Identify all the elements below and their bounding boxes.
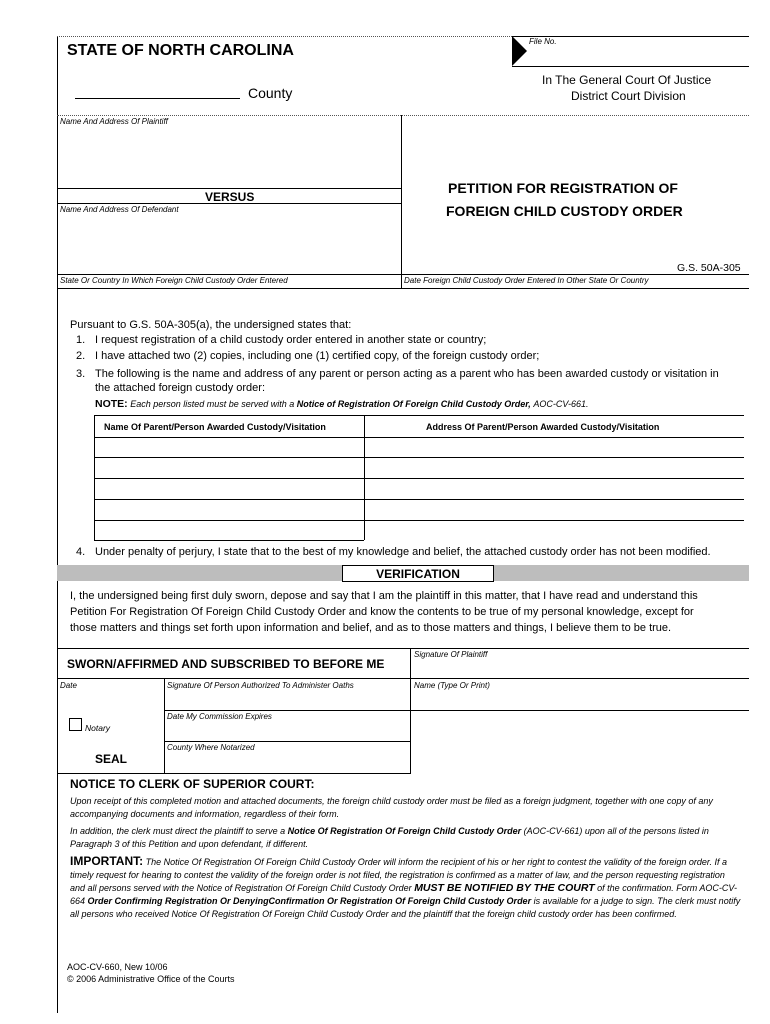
name-print-input[interactable]	[414, 693, 744, 707]
table-row-rule	[94, 540, 364, 541]
county-input[interactable]	[75, 84, 239, 98]
table-row-rule	[94, 499, 744, 500]
important-label: IMPORTANT:	[70, 854, 144, 868]
commission-input[interactable]	[167, 724, 405, 738]
signature-plaintiff-input[interactable]	[414, 662, 744, 676]
item-4-text: Under penalty of perjury, I state that to the best of my knowledge and belief, the attached custody order has not been modified.	[95, 546, 711, 558]
item-3-num: 3.	[76, 368, 86, 380]
county-notarized-input[interactable]	[167, 755, 405, 769]
top-rule-left	[57, 36, 512, 37]
file-no-row-rule	[512, 66, 749, 67]
important-b: MUST BE NOTIFIED BY THE COURT	[414, 882, 595, 894]
versus-rule	[57, 188, 401, 189]
custody-address-input-5[interactable]	[368, 522, 740, 537]
intro-text: Pursuant to G.S. 50A-305(a), the undersigned states that:	[70, 319, 352, 331]
plaintiff-label: Name And Address Of Plaintiff	[60, 117, 168, 126]
item-2-text: I have attached two (2) copies, including one (1) certified copy, of the foreign custody order;	[95, 350, 540, 362]
file-no-label: File No.	[529, 37, 557, 46]
defendant-label: Name And Address Of Defendant	[60, 205, 179, 214]
sworn-bottom-rule	[57, 773, 410, 774]
custody-address-input-4[interactable]	[368, 502, 740, 517]
custody-address-input-2[interactable]	[368, 460, 740, 475]
county-notarized-rule	[164, 741, 410, 742]
state-country-label: State Or Country In Which Foreign Child Custody Order Entered	[60, 276, 288, 285]
verification-line1: I, the undersigned being first duly sworn, depose and say that I am the plaintiff in this matter, that I have read and understand this	[70, 590, 698, 602]
table-row-rule	[94, 437, 744, 438]
custody-name-input-5[interactable]	[98, 522, 360, 537]
table-header-col2: Address Of Parent/Person Awarded Custody/Visitation	[426, 422, 660, 432]
file-no-input[interactable]	[580, 44, 745, 62]
date-divider	[164, 678, 165, 774]
verification-line2: Petition For Registration Of Foreign Child Custody Order and know the contents to be true of my personal knowledge, except for	[70, 606, 694, 618]
important-e: is available for a judge to sign. The clerk must notify all persons who received Notice Of Registration Of Foreign Child Custody Order and the plaintiff that the foreign child custody order has been confirmed.	[70, 896, 741, 919]
signature-plaintiff-label: Signature Of Plaintiff	[414, 650, 488, 659]
name-print-label: Name (Type Or Print)	[414, 681, 490, 690]
custody-table	[94, 415, 744, 540]
item-3-continuation: the attached foreign custody order:	[95, 382, 265, 394]
origin-rule	[57, 274, 749, 275]
copyright: © 2006 Administrative Office of the Courts	[67, 974, 235, 984]
court-line1: In The General Court Of Justice	[542, 73, 712, 87]
state-title: STATE OF NORTH CAROLINA	[67, 42, 294, 59]
sworn-row-rule	[57, 678, 749, 679]
signature-authorized-label: Signature Of Person Authorized To Administer Oaths	[167, 681, 354, 690]
signature-authorized-input[interactable]	[167, 693, 405, 707]
plaintiff-input[interactable]	[60, 128, 400, 188]
item-2-num: 2.	[76, 350, 86, 362]
file-no-arrow-icon	[512, 36, 527, 66]
notice-para2	[70, 825, 742, 851]
important-a: The Notice Of Registration Of Foreign Child Custody Order will inform the recipient of his or her right to contest the validity of the foreign order. If a timely request for hearing to contest the validity of the foreign order is not filed, the registration is confirmed as a matter of law, and the person requesting registration and all persons served with the Notice of Registration Of Foreign Child Custody Order	[70, 857, 728, 893]
commission-rule	[164, 710, 749, 711]
custody-name-input-4[interactable]	[98, 502, 360, 517]
item-3-text: The following is the name and address of any parent or person acting as a parent who has been awarded custody or visitation in	[95, 368, 719, 380]
custody-name-input-2[interactable]	[98, 460, 360, 475]
custody-address-input-1[interactable]	[368, 440, 740, 455]
notary-label: Notary	[85, 723, 111, 733]
court-line2: District Court Division	[571, 89, 686, 103]
date-label: Date	[60, 681, 77, 690]
notary-checkbox[interactable]	[69, 718, 82, 731]
custody-name-input-1[interactable]	[98, 440, 360, 455]
table-outline-top	[94, 415, 744, 416]
versus-label: VERSUS	[205, 190, 255, 204]
note-line	[95, 398, 589, 410]
notice-para2-c: (AOC-CV-661) upon all of the persons listed in Paragraph 3 of this Petition and upon defendant, if different.	[70, 826, 709, 849]
petition-title-line1: PETITION FOR REGISTRATION OF	[448, 180, 678, 196]
important-d: Order Confirming Registration Or DenyingConfirmation Or Registration Of Foreign Child Custody Order	[87, 896, 532, 906]
form-number: AOC-CV-660, New 10/06	[67, 962, 168, 972]
table-row-rule	[94, 520, 744, 521]
defendant-input[interactable]	[60, 216, 400, 274]
table-row-rule	[94, 478, 744, 479]
statute-ref: G.S. 50A-305	[677, 262, 741, 274]
notice-para1: Upon receipt of this completed motion and attached documents, the foreign child custody order must be filed as a foreign judgment, together with one copy of any accompanying documents and information, regardless of their form.	[70, 796, 713, 819]
page-frame-left	[57, 36, 58, 1013]
notice-important	[70, 855, 742, 921]
sworn-top-rule	[57, 648, 749, 649]
commission-label: Date My Commission Expires	[167, 712, 272, 721]
petition-title-line2: FOREIGN CHILD CUSTODY ORDER	[446, 203, 683, 219]
county-notarized-label: County Where Notarized	[167, 743, 255, 752]
item-1-text: I request registration of a child custody order entered in another state or country;	[95, 334, 487, 346]
item-1-num: 1.	[76, 334, 86, 346]
order-date-label: Date Foreign Child Custody Order Entered In Other State Or Country	[404, 276, 649, 285]
note-form: AOC-CV-661.	[533, 399, 589, 409]
notice-para2-b: Notice Of Registration Of Foreign Child Custody Order	[287, 826, 522, 836]
notice-para2-a: In addition, the clerk must direct the plaintiff to serve a	[70, 826, 286, 836]
sworn-divider	[410, 648, 411, 774]
important-c: of the confirmation. Form AOC-CV-664	[70, 883, 738, 906]
custody-name-input-3[interactable]	[98, 481, 360, 496]
county-underline	[75, 98, 240, 99]
notice-heading: NOTICE TO CLERK OF SUPERIOR COURT:	[70, 777, 315, 791]
sworn-heading: SWORN/AFFIRMED AND SUBSCRIBED TO BEFORE ME	[67, 657, 385, 671]
seal-label: SEAL	[95, 752, 128, 766]
verification-heading: VERIFICATION	[376, 567, 460, 581]
date-input[interactable]	[60, 693, 160, 707]
county-label: County	[248, 85, 293, 101]
note-label: NOTE:	[95, 398, 128, 410]
custody-address-input-3[interactable]	[368, 481, 740, 496]
defendant-rule	[57, 203, 401, 204]
origin-bottom-rule	[57, 288, 749, 289]
parties-top-rule	[57, 115, 749, 116]
note-bold: Notice of Registration Of Foreign Child Custody Order,	[296, 399, 531, 409]
table-row-rule	[94, 457, 744, 458]
note-text: Each person listed must be served with a	[130, 399, 295, 409]
verification-line3: those matters and things set forth upon information and belief, and as to those matters and things, I believe them to be true.	[70, 622, 672, 634]
table-header-col1: Name Of Parent/Person Awarded Custody/Visitation	[104, 422, 326, 432]
parties-divider	[401, 115, 402, 288]
item-4-num: 4.	[76, 546, 86, 558]
